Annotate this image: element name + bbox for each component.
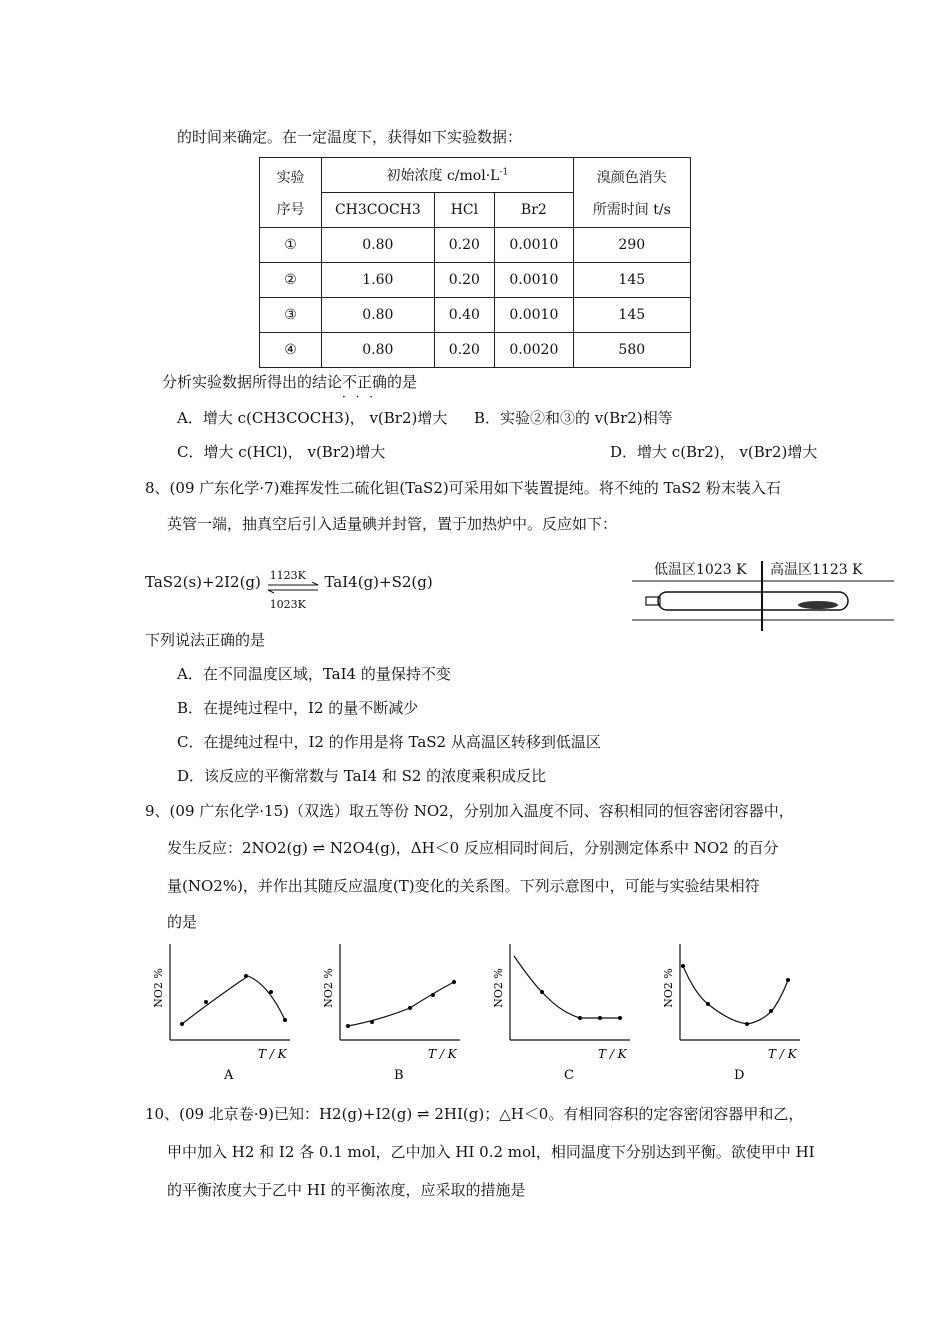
q10-line2: 甲中加入 H2 和 I2 各 0.1 mol，乙中加入 HI 0.2 mol，相同温度下分别达到平衡。欲使甲中 HI <box>167 1143 815 1161</box>
header-conc-sup: -1 <box>499 167 509 178</box>
graph-label: D <box>734 1068 745 1083</box>
header-time <box>573 158 690 228</box>
q9-graphs <box>140 942 830 1087</box>
data-point <box>786 978 790 982</box>
data-point <box>408 1006 412 1010</box>
graph-a <box>152 944 290 1083</box>
cell-a: 1.60 <box>322 263 435 298</box>
q8-option-d: D．该反应的平衡常数与 TaI4 和 S2 的浓度乘积成反比 <box>177 767 547 785</box>
q9-line3: 量(NO2%)，并作出其随反应温度(T)变化的关系图。下列示意图中，可能与实验结果相符 <box>167 877 760 895</box>
q8-eq-top: 1123K <box>269 569 306 582</box>
graph-d <box>662 944 800 1083</box>
data-point <box>681 964 685 968</box>
data-point <box>204 1000 208 1004</box>
row-id: ③ <box>260 298 322 333</box>
x-axis-label: T / K <box>768 1047 797 1061</box>
q9-line1: 9、(09 广东化学·15)（双选）取五等份 NO2，分别加入温度不同、容积相同的恒容密闭容器中， <box>145 802 794 820</box>
cell-t: 290 <box>573 228 690 263</box>
col-hcl: HCl <box>434 193 494 228</box>
q8-option-b: B．在提纯过程中，I2 的量不断减少 <box>177 699 419 717</box>
q8-equation <box>145 569 433 611</box>
row-id: ② <box>260 263 322 298</box>
data-point <box>180 1022 184 1026</box>
curve <box>348 982 454 1026</box>
cell-c: 0.0020 <box>495 333 573 368</box>
cell-b: 0.40 <box>434 298 494 333</box>
curve <box>514 956 620 1018</box>
table-row <box>260 333 691 368</box>
q8-eq-right: TaI4(g)+S2(g) <box>324 573 433 591</box>
q10-line3: 的平衡浓度大于乙中 HI 的平衡浓度，应采取的措施是 <box>167 1181 526 1199</box>
data-point <box>283 1018 287 1022</box>
graph-label: C <box>564 1068 574 1083</box>
cell-t: 580 <box>573 333 690 368</box>
q10-line1: 10、(09 北京卷·9)已知：H2(g)+I2(g) ⇌ 2HI(g)；△H＜0。有相同容积的定容密闭容器甲和乙， <box>145 1105 804 1123</box>
graph-b <box>322 944 460 1083</box>
cell-a: 0.80 <box>322 333 435 368</box>
cell-c: 0.0010 <box>495 263 573 298</box>
data-point <box>431 993 435 997</box>
data-point <box>370 1020 374 1024</box>
col-br2: Br2 <box>495 193 573 228</box>
header-exp-line2: 序号 <box>276 201 305 218</box>
cell-b: 0.20 <box>434 228 494 263</box>
q7-stem-a: 分析实验数据所得出的结论 <box>162 373 343 391</box>
experiment-table <box>259 157 691 368</box>
tas2-powder <box>798 601 838 609</box>
y-axis-label: NO2 % <box>152 968 165 1008</box>
header-conc-text: 初始浓度 c/mol·L <box>386 168 500 184</box>
header-exp <box>260 158 322 228</box>
equilibrium-arrow-icon <box>266 582 320 594</box>
header-exp-line1: 实验 <box>276 169 305 186</box>
q8-eq-bottom: 1023K <box>269 598 306 611</box>
cell-t: 145 <box>573 298 690 333</box>
q8-line2: 英管一端，抽真空后引入适量碘并封管，置于加热炉中。反应如下： <box>167 515 618 533</box>
data-point <box>598 1016 602 1020</box>
header-conc <box>322 158 573 193</box>
graph-label: A <box>224 1068 234 1083</box>
q8-eq-left: TaS2(s)+2I2(g) <box>145 573 261 591</box>
data-point <box>244 974 248 978</box>
cell-t: 145 <box>573 263 690 298</box>
x-axis-label: T / K <box>258 1047 287 1061</box>
q9-line2: 发生反应：2NO2(g) ⇌ N2O4(g)，ΔH＜0 反应相同时间后，分别测定体系中 NO2 的百分 <box>167 839 779 857</box>
graph-c <box>492 944 630 1083</box>
q7-option-d: D．增大 c(Br2)， v(Br2)增大 <box>610 443 818 461</box>
q8-line1: 8、(09 广东化学·7)难挥发性二硫化钽(TaS2)可采用如下装置提纯。将不纯的 TaS2 粉末装入石 <box>145 479 781 497</box>
q8-eq-arrow <box>266 569 320 611</box>
q7-stem <box>162 372 417 392</box>
table-row <box>260 228 691 263</box>
header-time-line1: 溴颜色消失 <box>596 169 667 186</box>
data-point <box>769 1009 773 1013</box>
header-time-line2: 所需时间 t/s <box>592 201 671 218</box>
cell-a: 0.80 <box>322 228 435 263</box>
row-id: ④ <box>260 333 322 368</box>
cell-c: 0.0010 <box>495 298 573 333</box>
q7-option-c: C．增大 c(HCl)， v(Br2)增大 <box>177 443 386 461</box>
graph-label: B <box>394 1068 404 1083</box>
data-point <box>578 1016 582 1020</box>
x-axis-label: T / K <box>598 1047 627 1061</box>
x-axis-label: T / K <box>428 1047 457 1061</box>
row-id: ① <box>260 228 322 263</box>
table-row <box>260 263 691 298</box>
col-acetone: CH3COCH3 <box>322 193 435 228</box>
q7-stem-emphasis: 不正确 · · · <box>342 373 387 391</box>
q8-option-c: C．在提纯过程中，I2 的作用是将 TaS2 从高温区转移到低温区 <box>177 733 601 751</box>
y-axis-label: NO2 % <box>492 968 505 1008</box>
cell-b: 0.20 <box>434 333 494 368</box>
y-axis-label: NO2 % <box>662 968 675 1008</box>
curve <box>182 976 285 1024</box>
data-point <box>540 990 544 994</box>
curve <box>683 966 788 1024</box>
intro-text: 的时间来确定。在一定温度下，获得如下实验数据： <box>177 128 523 146</box>
cell-b: 0.20 <box>434 263 494 298</box>
q7-stem-c: 的是 <box>387 373 418 391</box>
q8-option-a: A．在不同温度区域，TaI4 的量保持不变 <box>177 665 451 683</box>
data-point <box>745 1022 749 1026</box>
q7-option-b: B．实验②和③的 v(Br2)相等 <box>474 409 673 427</box>
y-axis-label: NO2 % <box>322 968 335 1008</box>
low-temp-label: 低温区1023 K <box>654 562 747 578</box>
q8-prompt: 下列说法正确的是 <box>145 631 266 649</box>
cell-c: 0.0010 <box>495 228 573 263</box>
data-point <box>618 1016 622 1020</box>
q9-line4: 的是 <box>167 913 198 931</box>
table-row <box>260 298 691 333</box>
data-point <box>269 990 273 994</box>
q7-option-a: A．增大 c(CH3COCH3)， v(Br2)增大 <box>177 409 448 427</box>
data-point <box>706 1002 710 1006</box>
apparatus-diagram <box>632 557 894 635</box>
cell-a: 0.80 <box>322 298 435 333</box>
data-point <box>452 980 456 984</box>
high-temp-label: 高温区1123 K <box>770 562 863 578</box>
data-point <box>346 1024 350 1028</box>
